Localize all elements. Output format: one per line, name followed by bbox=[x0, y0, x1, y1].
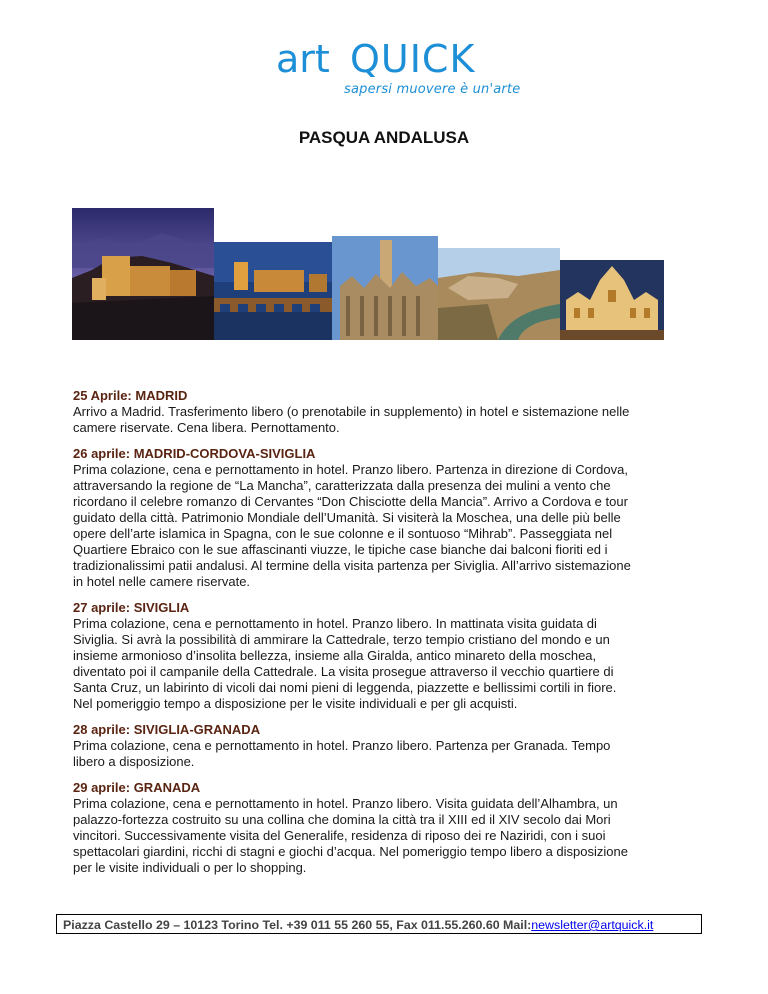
footer-address: Piazza Castello 29 – 10123 Torino Tel. +39 011 55 260 55, Fax 011.55.260.60 Mail: bbox=[63, 918, 532, 932]
itinerary bbox=[73, 388, 633, 886]
logo-art-text: art bbox=[276, 38, 330, 81]
logo-quick-text: QUICK bbox=[350, 38, 476, 81]
itinerary-day bbox=[73, 722, 633, 770]
day-heading: 26 aprile: MADRID-CORDOVA-SIVIGLIA bbox=[73, 446, 316, 461]
day-heading: 27 aprile: SIVIGLIA bbox=[73, 600, 190, 615]
logo-tagline: sapersi muovere è un'arte bbox=[344, 82, 521, 97]
cordova-photo bbox=[214, 242, 332, 340]
photo-strip bbox=[72, 208, 664, 340]
toledo-photo bbox=[438, 248, 560, 340]
day-description: Prima colazione, cena e pernottamento in hotel. Pranzo libero. Visita guidata dell’Alhambra, un palazzo-fortezza costruito su una collina che domina la città tra il XIII ed il XIV secolo dai Mori vincitori. Successivamente visita del Generalife, residenza di riposo dei re Naziridi, con i suoi spettacolari giardini, ricchi di stagni e giochi d’acqua. Nel pomeriggio tempo libero a disposizione per le visite individuali o per lo shopping. bbox=[73, 796, 628, 875]
day-heading: 25 Aprile: MADRID bbox=[73, 388, 188, 403]
day-description: Prima colazione, cena e pernottamento in hotel. Pranzo libero. Partenza per Granada. Tempo libero a disposizione. bbox=[73, 738, 611, 769]
day-description: Prima colazione, cena e pernottamento in hotel. Pranzo libero. In mattinata visita guidata di Siviglia. Si avrà la possibilità di ammirare la Cattedrale, terzo tempio cristiano del mondo e un insieme armonioso d’insolita bellezza, insieme alla Giralda, antico minareto della moschea, diventato poi il campanile della Cattedrale. La visita prosegue attraverso il vecchio quartiere di Santa Cruz, un labirinto di vicoli dai nomi pieni di leggenda, piazzette e bellissimi cortili in fiore. Nel pomeriggio tempo a disposizione per le visite individuali e per gli acquisti. bbox=[73, 616, 617, 711]
itinerary-day bbox=[73, 600, 633, 712]
itinerary-day bbox=[73, 446, 633, 590]
alhambra-photo bbox=[72, 208, 214, 340]
email-link[interactable]: newsletter@artquick.it bbox=[531, 918, 654, 932]
day-description: Arrivo a Madrid. Trasferimento libero (o prenotabile in supplemento) in hotel e sistemazione nelle camere riservate. Cena libera. Pernottamento. bbox=[73, 404, 630, 435]
siviglia-cattedrale-photo bbox=[332, 236, 438, 340]
page-title: PASQUA ANDALUSA bbox=[298, 128, 470, 147]
contact-footer bbox=[56, 914, 702, 934]
day-heading: 28 aprile: SIVIGLIA-GRANADA bbox=[73, 722, 261, 737]
artquick-logo bbox=[276, 38, 521, 100]
day-description: Prima colazione, cena e pernottamento in hotel. Pranzo libero. Partenza in direzione di Cordova, attraversando la regione de “La Mancha”, caratterizzata dalla presenza dei mulini a vento che ricordano il celebre romanzo di Cervantes “Don Chisciotte della Mancia”. Arrivo a Cordova e tour guidato della città. Patrimonio Mondiale dell’Umanità. Si visiterà la Moschea, una delle più belle opere dell’arte islamica in Spagna, con le sue colonne e il sontuoso “Mihrab”. Passeggiata nel Quartiere Ebraico con le sue affascinanti viuzze, le tipiche case bianche dai balconi fioriti ed i tradizionalissimi patii andalusi. Al termine della visita partenza per Siviglia. All’arrivo sistemazione in hotel nelle camere riservate. bbox=[73, 462, 631, 589]
day-heading: 29 aprile: GRANADA bbox=[73, 780, 201, 795]
madrid-palace-photo bbox=[560, 260, 664, 340]
itinerary-day bbox=[73, 780, 633, 876]
itinerary-day bbox=[73, 388, 633, 436]
artquick-wordmark bbox=[276, 38, 490, 82]
